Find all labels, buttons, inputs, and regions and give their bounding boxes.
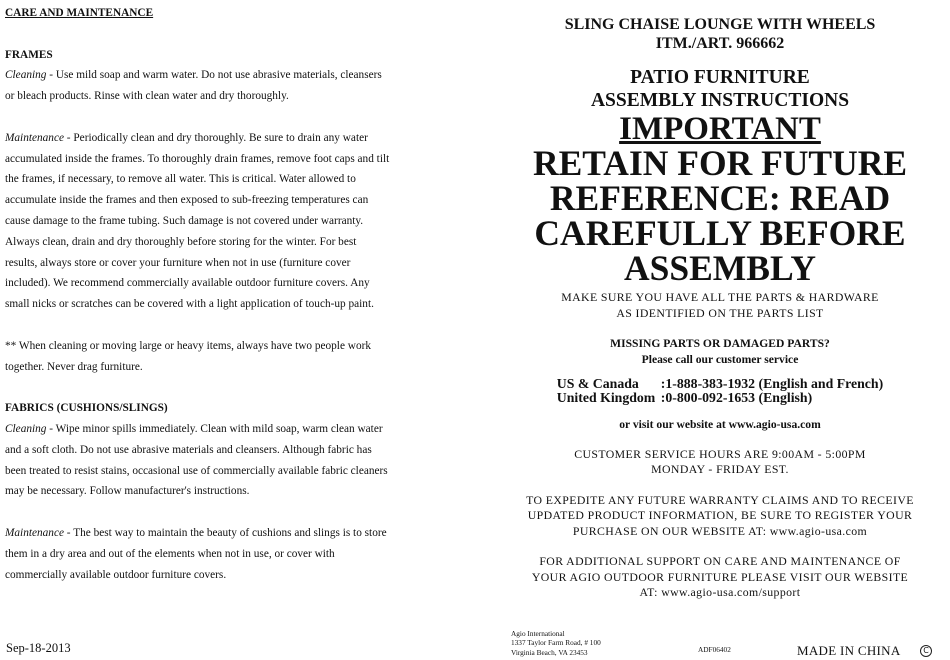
fabrics-maintenance-line: them in a dry area and out of the elements when not in use, or cover with: [5, 547, 335, 560]
phone-row: [557, 391, 883, 405]
fabrics-cleaning-line: and a soft cloth. Do not use abrasive materials and cleansers. Although fabric has: [5, 443, 372, 456]
safety-note-2: together. Never drag furniture.: [5, 360, 143, 373]
retain-notice-line: ASSEMBLY: [623, 248, 817, 288]
copyright-icon: C: [920, 645, 932, 657]
maintenance-label: Maintenance: [5, 526, 64, 539]
safety-note: ** When cleaning or moving large or heavy items, always have two people work: [5, 339, 372, 352]
frames-maintenance-line: Always clean, drain and dry thoroughly before storing for the winter. For best: [5, 235, 357, 248]
fabrics-maintenance-line: commercially available outdoor furniture covers.: [5, 568, 227, 581]
care-maintenance-section: [5, 3, 453, 585]
fabrics-cleaning-text: - Wipe minor spills immediately. Clean with mild soap, warm clean water: [46, 422, 383, 435]
frames-cleaning-text-2: or bleach products. Rinse with clean water and dry thoroughly.: [5, 90, 289, 103]
retain-notice-line: RETAIN FOR FUTURE: [532, 143, 908, 183]
cleaning-label: Cleaning: [5, 422, 47, 435]
support-note-line: YOUR AGIO OUTDOOR FURNITURE PLEASE VISIT OUR WEBSITE: [531, 569, 909, 584]
support-note-line: FOR ADDITIONAL SUPPORT ON CARE AND MAINTENANCE OF: [539, 554, 901, 568]
item-number: ITM./ART. 966662: [655, 35, 785, 52]
cover-panel: [500, 15, 940, 601]
patio-furniture-heading: PATIO FURNITURE: [630, 67, 810, 88]
parts-check-line: MAKE SURE YOU HAVE ALL THE PARTS & HARDWARE: [561, 290, 879, 304]
fabrics-cleaning-line: may be necessary. Follow manufacturer's instructions.: [5, 485, 250, 498]
frames-maintenance-text: - Periodically clean and dry thoroughly. Be sure to drain any water: [63, 131, 368, 144]
fabrics-heading: FABRICS (CUSHIONS/SLINGS): [5, 402, 168, 415]
address-line: Virginia Beach, VA 23453: [511, 647, 588, 657]
cleaning-label: Cleaning: [5, 69, 47, 82]
parts-check-line-2: AS IDENTIFIED ON THE PARTS LIST: [616, 305, 824, 320]
frames-maintenance-line: included). We recommend commercially available outdoor furniture covers. Any: [5, 277, 370, 290]
warranty-note-line: UPDATED PRODUCT INFORMATION, BE SURE TO REGISTER YOUR: [527, 508, 913, 522]
retain-notice-line: CAREFULLY BEFORE: [534, 213, 906, 253]
support-note-line: AT: www.agio-usa.com/support: [639, 585, 801, 599]
frames-maintenance-line: the frames, if necessary, to remove all water. This is critical. Water allowed to: [5, 173, 356, 186]
section-title: CARE AND MAINTENANCE: [5, 7, 154, 19]
address-line: 1337 Taylor Farm Road, # 100: [511, 638, 601, 648]
phone-row: [557, 377, 883, 391]
frames-maintenance-line: [5, 128, 453, 149]
frames-maintenance-line: results, always store or cover your furniture when not in use (furniture cover: [5, 256, 351, 269]
frames-maintenance-line: accumulate inside the frames and then exposed to sub-freezing temperatures can: [5, 194, 369, 207]
retain-notice-line: REFERENCE: READ: [549, 178, 891, 218]
frames-cleaning-line: [5, 65, 453, 86]
fabrics-maintenance-line: [5, 523, 453, 544]
frames-maintenance-line: cause damage to the frame tubing. Such damage is not covered under warranty.: [5, 214, 364, 227]
frames-maintenance-line: small nicks or scratches can be covered with a light application of touch-up paint.: [5, 298, 374, 311]
document-code: ADF06402: [698, 645, 731, 654]
website-visit-text: or visit our website at www.agio-usa.com: [619, 418, 821, 431]
phone-number: :0-800-092-1653 (English): [660, 390, 813, 405]
phone-region: United Kingdom: [556, 390, 656, 405]
call-service-text: Please call our customer service: [641, 352, 799, 366]
frames-cleaning-text: - Use mild soap and warm water. Do not use abrasive materials, cleansers: [46, 69, 382, 82]
fabrics-cleaning-line: [5, 419, 453, 440]
company-address: [511, 629, 601, 657]
document-date: Sep-18-2013: [6, 641, 71, 655]
phone-region: US & Canada: [556, 376, 639, 391]
warranty-note-line: TO EXPEDITE ANY FUTURE WARRANTY CLAIMS AND TO RECEIVE: [526, 492, 914, 507]
service-hours-line-2: MONDAY - FRIDAY EST.: [651, 462, 789, 476]
important-heading: IMPORTANT: [619, 111, 821, 147]
phone-list: [557, 377, 883, 405]
product-name: SLING CHAISE LOUNGE WITH WHEELS: [564, 16, 876, 33]
frames-heading: FRAMES: [5, 48, 53, 61]
assembly-instructions-heading: ASSEMBLY INSTRUCTIONS: [590, 90, 850, 111]
made-in-label: MADE IN CHINA: [797, 643, 901, 658]
warranty-note-line: PURCHASE ON OUR WEBSITE AT: www.agio-usa.com: [572, 523, 868, 538]
service-hours-line: CUSTOMER SERVICE HOURS ARE 9:00AM - 5:00PM: [574, 446, 866, 461]
missing-parts-heading: MISSING PARTS OR DAMAGED PARTS?: [610, 337, 830, 350]
maintenance-label: Maintenance: [5, 131, 64, 144]
phone-number: :1-888-383-1932 (English and French): [660, 376, 884, 391]
fabrics-maintenance-text: - The best way to maintain the beauty of cushions and slings is to store: [63, 526, 387, 539]
fabrics-cleaning-line: been treated to resist stains, occasional use of commercially available fabric cleaners: [5, 464, 388, 477]
frames-maintenance-line: accumulated inside the frames. To thoroughly drain frames, remove foot caps and tilt: [5, 152, 390, 165]
address-line: Agio International: [511, 629, 565, 638]
